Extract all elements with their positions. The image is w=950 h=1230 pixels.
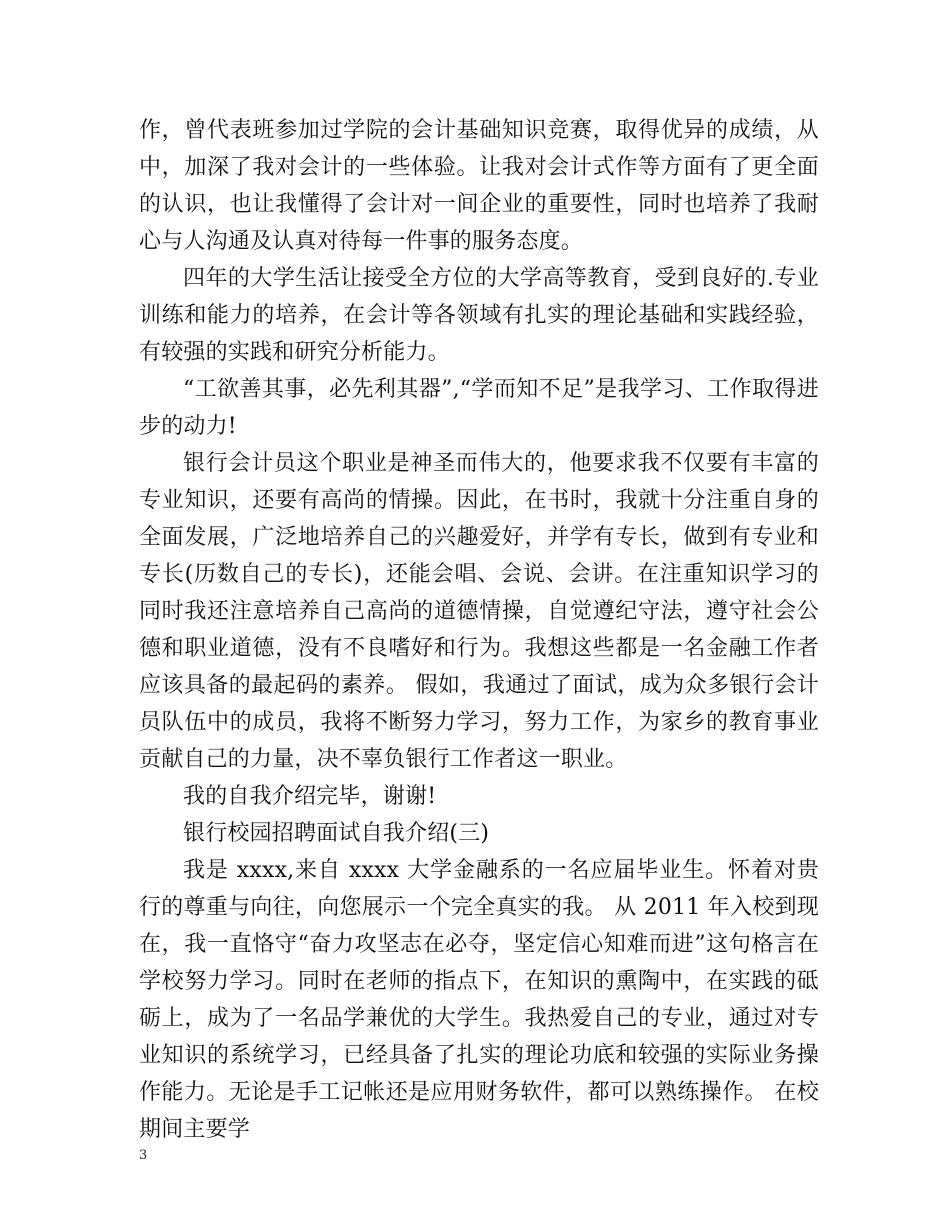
paragraph-4: 银行会计员这个职业是神圣而伟大的，他要求我不仅要有丰富的专业知识，还要有高尚的情操。因此，在书时，我就十分注重自身的全面发展，广泛地培养自己的兴趣爱好，并学有专长，做到有专业和专长(历数自己的专长)，还能会唱、会说、会讲。在注重知识学习的同时我还注意培养自己高尚的道德情操，自觉遵纪守法，遵守社会公德和职业道德，没有不良嗜好和行为。我想这些都是一名金融工作者应该具备的最起码的素养。 假如，我通过了面试，成为众多银行会计员队伍中的成员，我将不断努力学习，努力工作，为家乡的教育事业贡献自己的力量，决不辜负银行工作者这一职业。 (139, 451, 819, 772)
paragraph-1: 作，曾代表班参加过学院的会计基础知识竞赛，取得优异的成绩，从中，加深了我对会计的一些体验。让我对会计式作等方面有了更全面的认识，也让我懂得了会计对一间企业的重要性，同时也培养了我耐心与人沟通及认真对待每一件事的服务态度。 (139, 118, 819, 254)
paragraph-2: 四年的大学生活让接受全方位的大学高等教育，受到良好的.专业训练和能力的培养，在会计等各领域有扎实的理论基础和实践经验，有较强的实践和研究分析能力。 (139, 266, 819, 365)
page-number: 3 (139, 1148, 148, 1163)
paragraph-3: “工欲善其事，必先利其器”,“学而知不足”是我学习、工作取得进步的动力! (139, 377, 819, 439)
document-body (139, 112, 819, 1148)
paragraph-5: 我的自我介绍完毕，谢谢! (183, 784, 437, 809)
paragraph-7: 我是 xxxx,来自 xxxx 大学金融系的一名应届毕业生。怀着对贵行的尊重与向往，向您展示一个完全真实的我。 从 2011 年入校到现在，我一直恪守“奋力攻坚志在必夺，坚定信心知难而进”这句格言在学校努力学习。同时在老师的指点下，在知识的熏陶中，在实践的砥砺上，成为了一名品学兼优的大学生。我热爱自己的专业，通过对专业知识的系统学习，已经具备了扎实的理论功底和较强的实际业务操作能力。无论是手工记帐还是应用财务软件，都可以熟练操作。 在校期间主要学 (139, 858, 819, 1142)
section-heading: 银行校园招聘面试自我介绍(三) (183, 821, 490, 846)
